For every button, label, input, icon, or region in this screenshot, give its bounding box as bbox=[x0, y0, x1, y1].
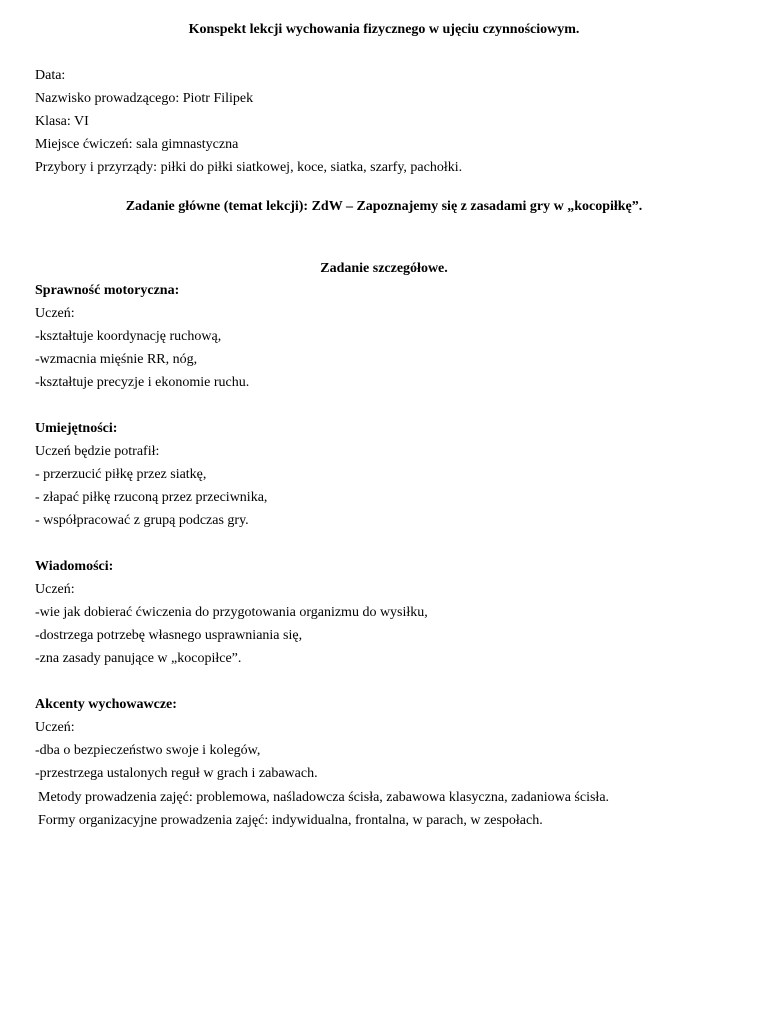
skills-item: - współpracować z grupą podczas gry. bbox=[35, 513, 249, 528]
motor-item: -wzmacnia mięśnie RR, nóg, bbox=[35, 352, 198, 367]
motor-item: -kształtuje precyzje i ekonomie ruchu. bbox=[35, 375, 250, 390]
detail-heading: Zadanie szczegółowe. bbox=[320, 261, 448, 276]
knowledge-heading: Wiadomości: bbox=[35, 559, 114, 574]
methods-line: Metody prowadzenia zajęć: problemowa, naśladowcza ścisła, zabawowa klasyczna, zadaniowa ścisła. bbox=[38, 790, 610, 805]
equipment-field: Przybory i przyrządy: piłki do piłki siatkowej, koce, siatka, szarfy, pachołki. bbox=[35, 160, 463, 175]
skills-item: - złapać piłkę rzuconą przez przeciwnika, bbox=[35, 490, 268, 505]
motor-item: -kształtuje koordynację ruchową, bbox=[35, 329, 222, 344]
document-title: Konspekt lekcji wychowania fizycznego w ujęciu czynnościowym. bbox=[188, 22, 580, 37]
forms-line: Formy organizacyjne prowadzenia zajęć: indywidualna, frontalna, w parach, w zespołach. bbox=[38, 813, 543, 828]
main-task: Zadanie główne (temat lekcji): ZdW – Zapoznajemy się z zasadami gry w „kocopiłkę”. bbox=[125, 199, 643, 214]
skills-item: - przerzucić piłkę przez siatkę, bbox=[35, 467, 207, 482]
skills-intro: Uczeń będzie potrafił: bbox=[35, 444, 160, 459]
knowledge-item: -zna zasady panujące w „kocopiłce”. bbox=[35, 651, 242, 666]
motor-intro: Uczeń: bbox=[35, 306, 75, 321]
education-item: -dba o bezpieczeństwo swoje i kolegów, bbox=[35, 743, 261, 758]
knowledge-item: -dostrzega potrzebę własnego usprawniania się, bbox=[35, 628, 303, 643]
class-field: Klasa: VI bbox=[35, 114, 89, 129]
teacher-field: Nazwisko prowadzącego: Piotr Filipek bbox=[35, 91, 254, 106]
knowledge-intro: Uczeń: bbox=[35, 582, 75, 597]
knowledge-item: -wie jak dobierać ćwiczenia do przygotowania organizmu do wysiłku, bbox=[35, 605, 428, 620]
motor-heading: Sprawność motoryczna: bbox=[35, 283, 180, 298]
education-intro: Uczeń: bbox=[35, 720, 75, 735]
skills-heading: Umiejętności: bbox=[35, 421, 118, 436]
date-field: Data: bbox=[35, 68, 66, 83]
education-item: -przestrzega ustalonych reguł w grach i zabawach. bbox=[35, 766, 318, 781]
education-heading: Akcenty wychowawcze: bbox=[35, 697, 177, 712]
place-field: Miejsce ćwiczeń: sala gimnastyczna bbox=[35, 137, 239, 152]
